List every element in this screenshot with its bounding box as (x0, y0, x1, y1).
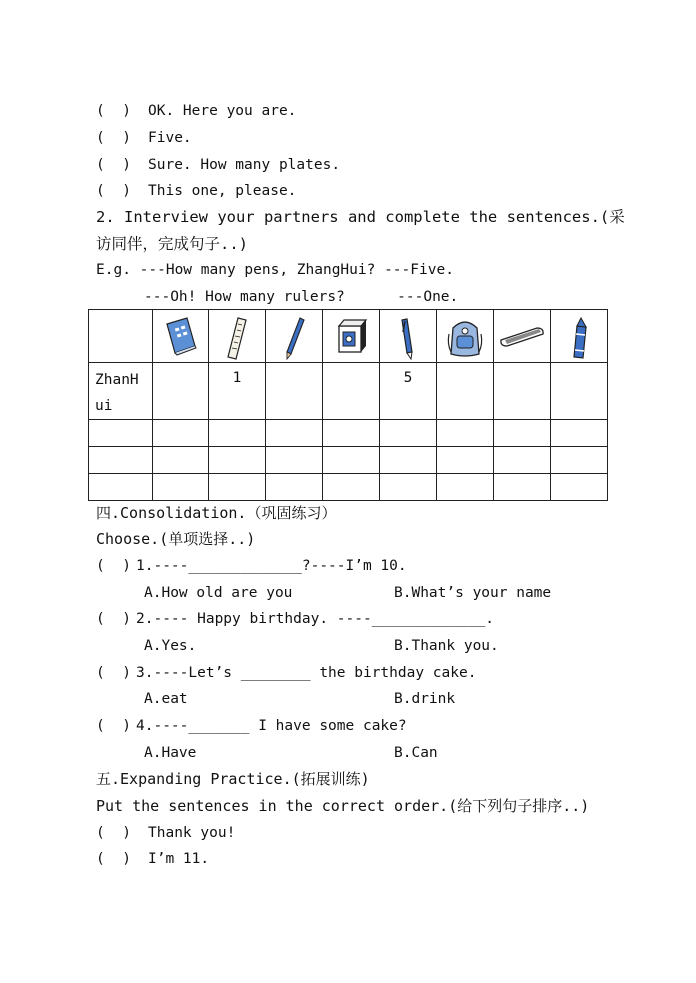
interview-instruction-2: 访同伴，完成句子..) (96, 235, 248, 253)
option-b[interactable]: B.drink (394, 691, 456, 707)
count-cell[interactable]: 5 (380, 363, 437, 420)
table-header-row (89, 310, 608, 363)
count-cell[interactable] (437, 363, 494, 420)
table-row (89, 420, 608, 447)
name-cell[interactable]: ZhanHui (89, 363, 153, 420)
answer-paren[interactable]: ( ) (96, 851, 131, 867)
count-cell[interactable] (209, 447, 266, 474)
header-cell-pen (380, 310, 437, 363)
dialogue-line-2 (96, 127, 192, 149)
count-cell[interactable]: 1 (209, 363, 266, 420)
pen-icon (393, 316, 423, 360)
schoolbag-icon (445, 316, 485, 358)
header-cell-notebook (153, 310, 209, 363)
name-cell[interactable] (89, 447, 153, 474)
answer-paren[interactable]: ( ) (96, 183, 131, 199)
dialogue-text: Sure. How many plates. (148, 157, 341, 173)
count-cell[interactable] (153, 474, 209, 501)
count-cell[interactable] (551, 474, 608, 501)
ruler-icon (222, 316, 252, 360)
answer-paren[interactable]: ( ) (96, 130, 131, 146)
count-cell[interactable] (380, 447, 437, 474)
count-cell[interactable] (323, 474, 380, 501)
header-cell-pencil (266, 310, 323, 363)
table-row (89, 363, 608, 420)
count-cell[interactable] (209, 474, 266, 501)
count-cell[interactable] (551, 447, 608, 474)
section-heading-consolidation: 四.Consolidation.（巩固练习） (96, 504, 337, 522)
option-a[interactable]: A.How old are you (144, 585, 293, 601)
question-1 (96, 555, 407, 577)
table-row (89, 447, 608, 474)
count-cell[interactable] (153, 420, 209, 447)
interview-table (88, 309, 608, 501)
count-cell[interactable] (437, 420, 494, 447)
count-cell[interactable] (494, 363, 551, 420)
count-cell[interactable] (551, 363, 608, 420)
answer-paren[interactable]: ( ) (96, 665, 131, 681)
question-2 (96, 608, 494, 630)
order-item-text: I’m 11. (148, 851, 210, 867)
count-cell[interactable] (153, 447, 209, 474)
section-heading-expanding: 五.Expanding Practice.(拓展训练) (96, 770, 370, 788)
pencil-icon (279, 316, 309, 360)
question-text: 4.----_______ I have some cake? (136, 718, 407, 734)
count-cell[interactable] (153, 363, 209, 420)
answer-paren[interactable]: ( ) (96, 103, 131, 119)
dialogue-text: Five. (148, 130, 192, 146)
header-cell-ruler (209, 310, 266, 363)
count-cell[interactable] (323, 420, 380, 447)
order-item-1 (96, 822, 235, 844)
count-cell[interactable] (494, 420, 551, 447)
count-cell[interactable] (437, 474, 494, 501)
dialogue-line-3 (96, 154, 340, 176)
header-empty-cell (89, 310, 153, 363)
header-cell-schoolbag (437, 310, 494, 363)
name-cell[interactable] (89, 474, 153, 501)
table-row (89, 474, 608, 501)
count-cell[interactable] (266, 363, 323, 420)
notebook-icon (163, 316, 199, 356)
option-a[interactable]: A.Have (144, 745, 197, 761)
example-line-1: E.g. ---How many pens, ZhangHui? ---Five. (96, 262, 454, 278)
header-cell-sharpener (323, 310, 380, 363)
question-text: 1.----_____________?----I’m 10. (136, 558, 407, 574)
count-cell[interactable] (209, 420, 266, 447)
crayon-icon (564, 316, 594, 362)
answer-paren[interactable]: ( ) (96, 558, 131, 574)
dialogue-text: This one, please. (148, 183, 297, 199)
question-text: 3.----Let’s ________ the birthday cake. (136, 665, 477, 681)
order-item-2 (96, 848, 209, 870)
question-text: 2.---- Happy birthday. ----_____________. (136, 611, 494, 627)
question-3 (96, 662, 476, 684)
option-b[interactable]: B.Thank you. (394, 638, 499, 654)
header-cell-eraser (494, 310, 551, 363)
dialogue-text: OK. Here you are. (148, 103, 297, 119)
order-item-text: Thank you! (148, 825, 236, 841)
option-b[interactable]: B.What’s your name (394, 585, 552, 601)
question-4 (96, 715, 407, 737)
count-cell[interactable] (380, 420, 437, 447)
count-cell[interactable] (494, 474, 551, 501)
count-cell[interactable] (380, 474, 437, 501)
example-line-2: ---Oh! How many rulers? ---One. (144, 289, 459, 305)
answer-paren[interactable]: ( ) (96, 157, 131, 173)
name-cell[interactable] (89, 420, 153, 447)
order-instruction: Put the sentences in the correct order.(给下列句子排序..) (96, 797, 590, 815)
answer-paren[interactable]: ( ) (96, 718, 131, 734)
eraser-icon (497, 316, 547, 356)
dialogue-line-1 (96, 100, 296, 122)
interview-instruction-1: 2. Interview your partners and complete the sentences.(采 (96, 208, 625, 226)
header-cell-crayon (551, 310, 608, 363)
count-cell[interactable] (494, 447, 551, 474)
count-cell[interactable] (266, 474, 323, 501)
count-cell[interactable] (266, 420, 323, 447)
answer-paren[interactable]: ( ) (96, 825, 131, 841)
count-cell[interactable] (551, 420, 608, 447)
count-cell[interactable] (437, 447, 494, 474)
dialogue-line-4 (96, 180, 296, 202)
count-cell[interactable] (323, 363, 380, 420)
pencil-sharpener-icon (334, 316, 368, 356)
answer-paren[interactable]: ( ) (96, 611, 131, 627)
count-cell[interactable] (323, 447, 380, 474)
choose-instruction: Choose.(单项选择..) (96, 530, 256, 548)
count-cell[interactable] (266, 447, 323, 474)
option-a[interactable]: A.eat (144, 691, 188, 707)
option-a[interactable]: A.Yes. (144, 638, 197, 654)
option-b[interactable]: B.Can (394, 745, 438, 761)
